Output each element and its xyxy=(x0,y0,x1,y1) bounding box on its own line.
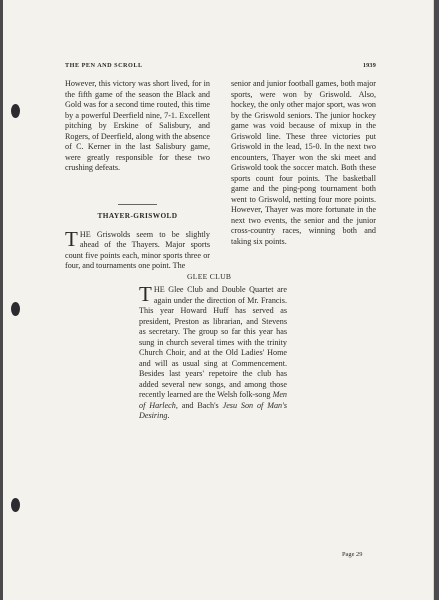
glee-club-heading: GLEE CLUB xyxy=(187,272,232,281)
glee-club-section xyxy=(139,272,287,422)
baseball-paragraph: However, this victory was short lived, for in the fifth game of the season the Black and Gold was for a second time routed, this time by a powerful Deerfield nine, 7-1. Excellent pitching by Erskine of Salisbury, and Rogers, of Deerfield, along with the absence of C. Kerner in the last Salisbury game, were greatly responsible for these two crushing defeats. xyxy=(65,79,210,172)
drop-cap: T xyxy=(65,226,78,251)
publication-title: THE PEN AND SCROLL xyxy=(65,62,143,69)
running-header xyxy=(65,62,376,69)
paragraph-text: . xyxy=(167,411,170,420)
section-divider xyxy=(118,204,157,205)
binder-hole xyxy=(11,104,20,118)
drop-cap: T xyxy=(139,282,152,306)
left-column xyxy=(65,79,210,272)
paragraph-text: HE Glee Club and Double Quartet are again under the direction of Mr. Francis. This year Howard Huff has served as president, Preston as librarian, and Stevens as secretary. The group so far this year has sung in church several times with the trinity Church Choir, and at the Old Ladies' Home and will as usual sing at Commencement. Besides last years' repetoire the club has added several new songs, and among those recently learned are the Welsh folk-song xyxy=(139,285,287,399)
header-year: 1939 xyxy=(362,62,376,69)
binder-hole xyxy=(11,302,20,316)
section-heading: THAYER-GRISWOLD xyxy=(97,210,178,220)
paragraph-text: HE Griswolds seem to be slightly ahead of the Thayers. Major sports count five points each, minor sports three or four, and tournaments one point. The xyxy=(65,229,210,270)
paragraph-text: , and Bach's xyxy=(175,400,223,410)
page-number: Page 29 xyxy=(342,551,363,558)
thayer-griswold-paragraph xyxy=(65,226,210,272)
document-page xyxy=(3,0,434,600)
song-title: Men of Harlech xyxy=(139,390,287,410)
song-title: Jesu Son of Man's Desiring xyxy=(139,400,287,420)
binder-hole xyxy=(11,498,20,512)
right-column xyxy=(231,79,376,247)
continued-paragraph: senior and junior football games, both major sports, were won by Griswold. Also, hockey, the only other major sport, was won by the Griswold seniors. The junior hockey game was void because of mixup in the Griswold line. These three victories put Griswold in the lead, 15-0. In the next two encounters, Thayer won the ski meet and Griswold took the soccer match. Both these sports count four points. The basketball game and the ping-pong tournament both went to Griswold, netting four more points. However, Thayer was more fortunate in the next two events, the senior and the junior cross-country races, winning both and taking six points. xyxy=(231,79,376,246)
glee-club-paragraph xyxy=(139,282,287,422)
